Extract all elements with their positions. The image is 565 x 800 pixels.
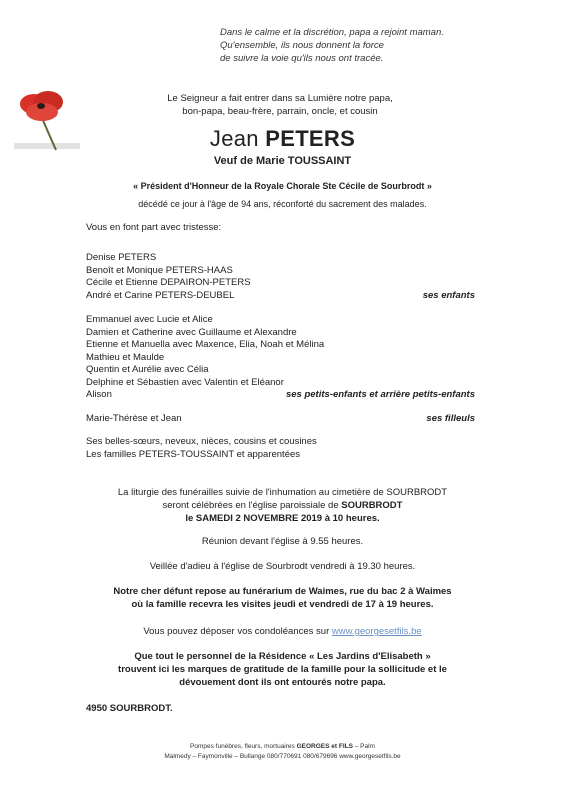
grandchildren-role: ses petits-enfants et arrière petits-enfants [285,389,475,400]
funeral-home-info [0,585,565,611]
last-name: PETERS [265,126,356,151]
thanks-message [0,650,565,689]
list-item: Emmanuel avec Lucie et Alice [86,314,213,325]
list-item: Mathieu et Maulde [86,351,165,363]
thanks-line: trouvent ici les marques de gratitude de la famille pour la sollicitude et le [118,664,447,675]
list-item: Les familles PETERS-TOUSSAINT et apparentées [86,448,301,460]
list-item: Alison [86,389,112,400]
intro-text [120,92,440,118]
death-notice: décédé ce jour à l'âge de 94 ans, réconforté du sacrement des malades. [138,199,427,209]
deceased-name [0,126,565,152]
list-item: Ses belles-sœurs, neveux, nièces, cousins et cousines [86,436,317,447]
footer-company: GEORGES et FILS [296,743,353,750]
vigil-info: Veillée d'adieu à l'église de Sourbrodt vendredi à 19.30 heures. [149,561,416,572]
quote-line: Dans le calme et la discrétion, papa a rejoint maman. [220,27,444,38]
list-item: Cécile et Etienne DEPAIRON-PETERS [86,277,251,288]
thanks-line: dévouement dont ils ont entourés notre papa. [179,677,386,688]
list-item: Damien et Catherine avec Guillaume et Alexandre [86,326,297,338]
announcement-line: Vous en font part avec tristesse: [86,222,222,233]
widower-line: Veuf de Marie TOUSSAINT [213,155,352,167]
liturgy-line: La liturgie des funérailles suivie de l'inhumation au cimetière de SOURBRODT [117,487,448,498]
list-item: Quentin et Aurélie avec Célia [86,364,209,375]
footer-suffix: – Palm [352,743,375,750]
quote-line: de suivre la voie qu'ils nous ont tracée. [220,53,384,64]
footer-services: Pompes funèbres, fleurs, mortuaires [190,743,297,750]
footer-line [0,742,565,752]
address: 4950 SOURBRODT. [86,703,173,714]
list-item: Etienne et Manuella avec Maxence, Elia, Noah et Mélina [86,339,325,350]
liturgy-line [0,499,565,512]
godchildren-line: Marie-Thérèse et Jean [86,413,182,424]
extended-family [86,436,486,461]
meeting-info: Réunion devant l'église à 9.55 heures. [201,536,364,547]
intro-line: bon-papa, beau-frère, parrain, oncle, et cousin [182,106,378,117]
intro-line: Le Seigneur a fait entrer dans sa Lumière notre papa, [167,93,393,104]
condolences-line [0,625,565,638]
funeral-liturgy [0,486,565,525]
funeral-director-footer [0,742,565,762]
godchildren-role: ses filleuls [426,413,475,424]
opening-quote [220,26,520,65]
list-item: Delphine et Sébastien avec Valentin et Eléanor [86,376,284,388]
footer-contact: Malmedy – Faymonville – Bullange 080/770691 080/679696 www.georgesetfils.be [164,753,401,760]
children-role: ses enfants [422,290,475,301]
liturgy-village: SOURBRODT [341,500,403,511]
rest-line: Notre cher défunt repose au funérarium de Waimes, rue du bac 2 à Waimes [113,586,452,597]
thanks-line: Que tout le personnel de la Résidence « Les Jardins d'Elisabeth » [134,651,431,662]
liturgy-church-text: seront célébrées en l'église paroissiale de [162,500,342,511]
quote-line: Qu'ensemble, ils nous donnent la force [220,40,384,51]
first-name: Jean [209,126,259,151]
rest-line: où la famille recevra les visites jeudi et vendredi de 17 à 19 heures. [131,599,434,610]
list-item: Denise PETERS [86,252,157,263]
list-item: Benoît et Monique PETERS-HAAS [86,264,233,276]
condolences-link[interactable]: www.georgesetfils.be [331,626,422,637]
funeral-date: le SAMEDI 2 NOVEMBRE 2019 à 10 heures. [185,513,380,524]
condolences-text: Vous pouvez déposer vos condoléances sur [143,626,332,637]
list-item: André et Carine PETERS-DEUBEL [86,289,235,301]
honorary-title: « Président d'Honneur de la Royale Chorale Ste Cécile de Sourbrodt » [133,181,432,191]
